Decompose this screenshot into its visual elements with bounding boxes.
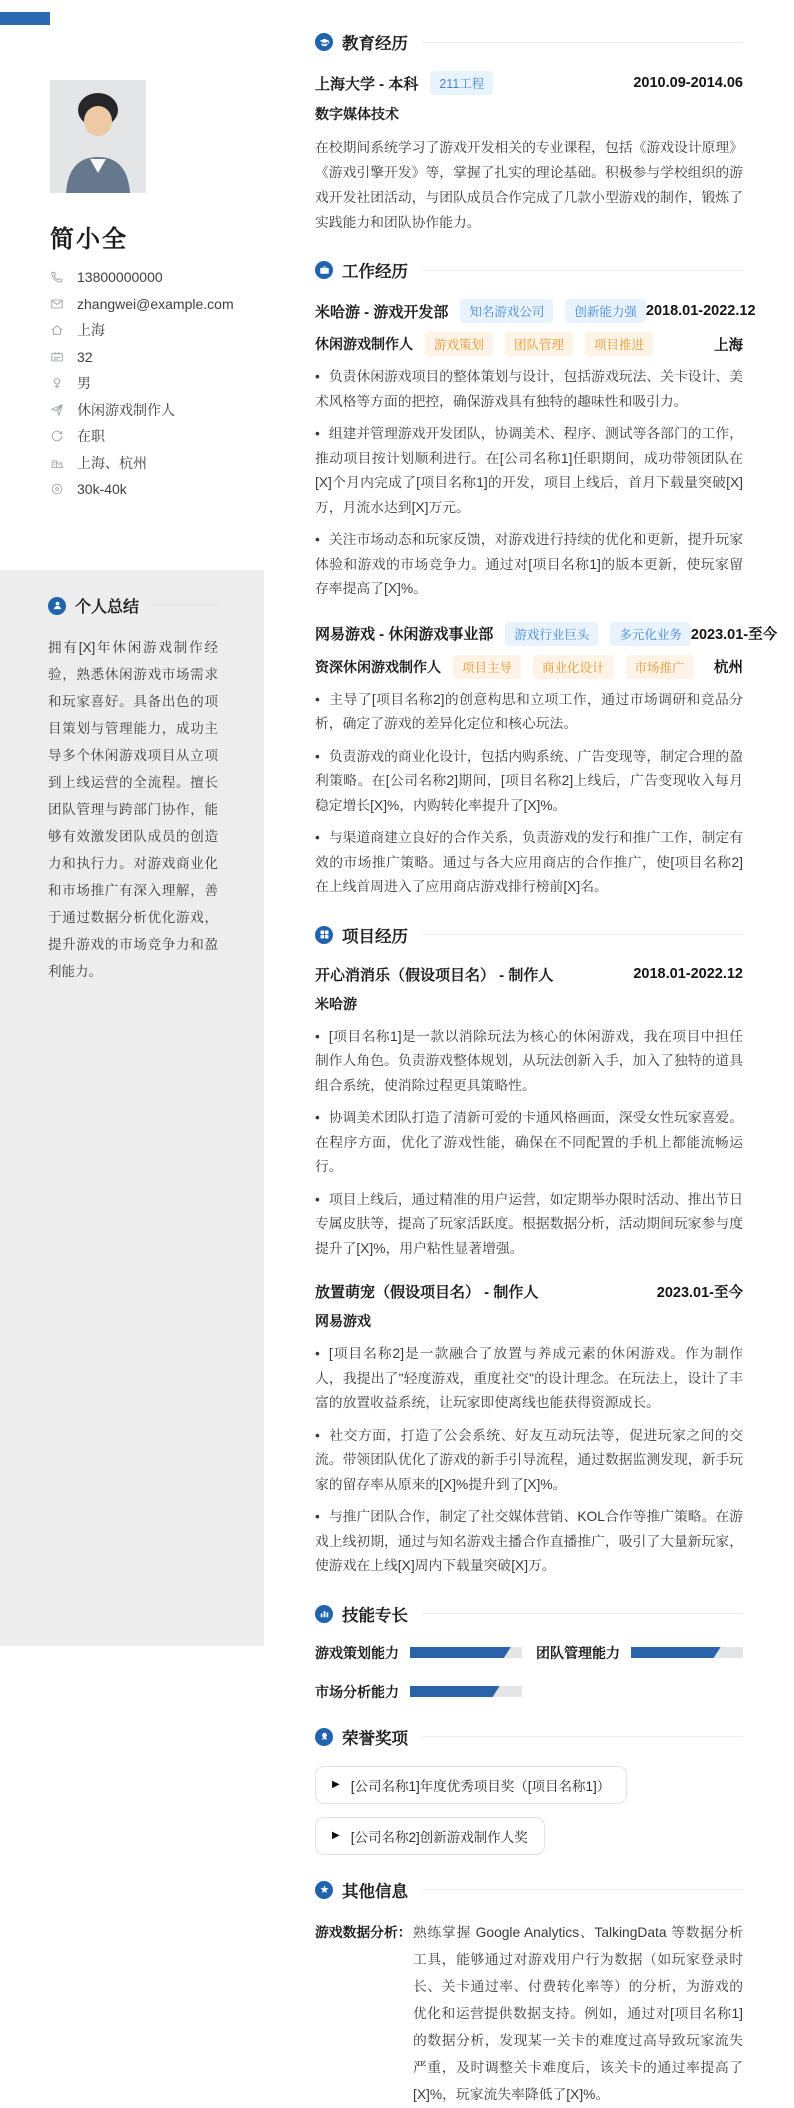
skill-list: [315, 1643, 743, 1702]
company-name: 米哈游 - 游戏开发部: [315, 303, 449, 321]
contact-item: [50, 403, 264, 418]
play-icon: ▶: [332, 1830, 340, 1841]
location: 杭州: [714, 660, 743, 676]
bullet-item: [315, 1106, 743, 1180]
company-tag: 知名游戏公司: [460, 299, 553, 323]
project-company: 米哈游: [315, 995, 357, 1012]
other-info-row: [315, 1919, 743, 2108]
bullet-item: [315, 688, 743, 737]
skill-bar-track: [410, 1647, 522, 1658]
project-company: 网易游戏: [315, 1313, 371, 1329]
work-header: [315, 258, 743, 282]
play-icon: ▶: [332, 1779, 340, 1790]
send-icon: [50, 403, 64, 417]
section-title: 项目经历: [342, 927, 408, 946]
bullet-text: [项目名称1]是一款以消除玩法为核心的休闲游戏，我在项目中担任制作人角色。负责游戏整体规划，从玩法创新入手，加入了独特的道具组合系统，使消除过程更具策略性。: [315, 1028, 743, 1093]
work-entry: [315, 622, 778, 900]
divider: [422, 42, 743, 43]
status-icon: [50, 429, 64, 443]
divider: [153, 605, 218, 606]
contact-value: zhangwei@example.com: [77, 295, 234, 312]
honors-header: [315, 1725, 743, 1749]
work-entry-subheader: [315, 655, 743, 679]
contact-item: [50, 376, 264, 391]
section-title: 技能专长: [342, 1606, 408, 1625]
role-tag: 团队管理: [505, 332, 573, 356]
sidebar-top: [0, 0, 264, 497]
projects-header: [315, 923, 743, 947]
grid-icon: [315, 926, 333, 944]
work-entry-header: [315, 299, 756, 323]
bullet-text: 项目上线后，通过精准的用户运营，如定期举办限时活动、推出节日专属皮肤等，提高了玩家活跃度。根据数据分析，活动期间玩家参与度提升了[X]%，用户粘性显著增强。: [315, 1191, 743, 1256]
bullet-item: [315, 1342, 743, 1416]
bullet-text: 协调美术团队打造了清新可爱的卡通风格画面，深受女性玩家喜爱。在程序方面，优化了游戏性能，确保在不同配置的手机上都能流畅运行。: [315, 1110, 743, 1174]
star-icon: [315, 1881, 333, 1899]
honor-list: [315, 1766, 743, 1855]
skill-label: 团队管理能力: [536, 1644, 620, 1661]
section-skills: [315, 1602, 743, 1702]
bullet-item: [315, 1424, 743, 1498]
contact-list: [50, 270, 264, 497]
contact-value: 在职: [77, 428, 105, 445]
contact-value: 32: [77, 348, 93, 365]
bullet-dot: •: [315, 426, 320, 441]
section-title: 工作经历: [342, 263, 408, 281]
education-header: [315, 30, 743, 54]
profile-photo: [50, 80, 146, 193]
summary-header: [48, 594, 218, 617]
contact-value: 上海: [77, 322, 105, 339]
skill-bar-fill: [410, 1686, 500, 1697]
bullet-dot: •: [315, 369, 320, 384]
date-range: 2023.01-至今: [656, 1285, 743, 1301]
project-entry: [315, 964, 743, 1262]
mail-icon: [50, 297, 64, 311]
contact-value: 上海、杭州: [77, 454, 147, 471]
project-entry-header: [315, 1281, 743, 1302]
divider: [422, 1736, 743, 1737]
bullet-item: [315, 365, 743, 414]
contact-item: [50, 270, 264, 285]
section-title: 教育经历: [342, 35, 408, 53]
education-description: 在校期间系统学习了游戏开发相关的专业课程，包括《游戏设计原理》《游戏引擎开发》等，掌握了扎实的理论基础。积极参与学校组织的游戏开发社团活动，与团队成员合作完成了几款小型游戏的制作，锻炼了实践能力和团队协作能力。: [315, 140, 743, 230]
date-range: 2018.01-2022.12: [645, 303, 756, 319]
summary-panel: [0, 570, 264, 1646]
major-name: 数字媒体技术: [315, 106, 399, 122]
sidebar: [0, 0, 264, 1646]
bullet-text: 组建并管理游戏开发团队，协调美术、程序、测试等各部门的工作，推动项目按计划顺利进行。在[公司名称1]任职期间，成功带领团队在[X]个月内完成了[项目名称1]的开发，项目上线后，首月下载量突破[X]万，月流水达到[X]万元。: [315, 426, 743, 515]
section-title: 其他信息: [342, 1882, 408, 1901]
project-name: 放置萌宠（假设项目名） - 制作人: [315, 1284, 539, 1301]
role-tag: 市场推广: [626, 655, 694, 679]
contact-item: [50, 297, 264, 312]
phone-icon: [50, 270, 64, 284]
work-entry-subheader: [315, 332, 743, 356]
bullet-text: 主导了[项目名称2]的创意构思和立项工作，通过市场调研和竞品分析，确定了游戏的差异化定位和核心玩法。: [315, 691, 743, 731]
medal-icon: [315, 1728, 333, 1746]
summary-title: 个人总结: [75, 599, 140, 616]
section-projects: [315, 923, 743, 1579]
skills-header: [315, 1602, 743, 1626]
bullet-text: 负责游戏的商业化设计，包括内购系统、广告变现等，制定合理的盈利策略。在[公司名称2]期间，[项目名称2]上线后，广告变现收入每月稳定增长[X]%，内购转化率提升了[X]%。: [315, 748, 743, 813]
bullet-dot: •: [315, 1346, 320, 1361]
date-range: 2010.09-2014.06: [633, 75, 743, 91]
other-info-label: 游戏数据分析：: [315, 1924, 412, 1940]
other-info-text: 熟练掌握 Google Analytics、TalkingData 等数据分析工具，能够通过对游戏用户行为数据（如玩家登录时长、关卡通过率、付费转化率等）的分析，为游戏的优化和运营提供数据支持。例如，通过对[项目名称1]的数据分析，发现某一关卡的难度过高导致玩家流失严重，及时调整关卡难度后，该关卡的通过率提高了[X]%，玩家流失率降低了[X]%。: [413, 1924, 743, 2102]
bullet-item: [315, 1025, 743, 1099]
contact-value: 休闲游戏制作人: [77, 401, 175, 418]
bullet-text: 社交方面，打造了公会系统、好友互动玩法等，促进玩家之间的交流。带领团队优化了游戏的新手引导流程，通过数据监测发现，新手玩家的留存率从原来的[X]%提升到了[X]%。: [315, 1427, 743, 1492]
section-education: [315, 30, 743, 235]
home-icon: [50, 323, 64, 337]
divider: [422, 270, 743, 271]
work-entries: [315, 299, 778, 900]
bullet-item: [315, 1188, 743, 1262]
location: 上海: [714, 337, 743, 354]
education-entry: [315, 71, 743, 235]
date-range: 2018.01-2022.12: [633, 966, 743, 982]
bullet-item: [315, 422, 743, 520]
bullet-dot: •: [315, 532, 320, 547]
skill-label: 市场分析能力: [315, 1683, 399, 1700]
section-title: 荣誉奖项: [342, 1729, 408, 1748]
bullet-text: 与推广团队合作，制定了社交媒体营销、KOL合作等推广策略。在游戏上线初期，通过与知名游戏主播合作直播推广，吸引了大量新玩家，使游戏在上线[X]周内下载量突破[X]万。: [315, 1509, 743, 1573]
work-entry: [315, 299, 756, 602]
bullet-item: [315, 528, 743, 602]
bullet-text: 关注市场动态和玩家反馈，对游戏进行持续的优化和更新，提升玩家体验和游戏的市场竞争力。通过对[项目名称1]的版本更新，使玩家留存率提高了[X]%。: [315, 532, 743, 596]
honor-text: [公司名称2]创新游戏制作人奖: [350, 1829, 528, 1845]
bullet-dot: •: [315, 691, 320, 707]
divider: [422, 934, 743, 935]
contact-item: [50, 482, 264, 497]
skill-bar-fill: [631, 1647, 721, 1658]
main-content: [264, 0, 794, 2102]
briefcase-icon: [315, 261, 333, 279]
project-entries: [315, 964, 743, 1579]
bullet-text: 负责休闲游戏项目的整体策划与设计，包括游戏玩法、关卡设计、美术风格等方面的把控，确保游戏具有独特的趣味性和吸引力。: [315, 369, 743, 409]
bullet-item: [315, 1505, 743, 1579]
contact-item: [50, 456, 264, 471]
role-title: 休闲游戏制作人: [315, 336, 413, 352]
project-entry: [315, 1281, 743, 1579]
date-range: 2023.01-至今: [690, 627, 778, 643]
bullet-text: 与渠道商建立良好的合作关系，负责游戏的发行和推广工作，制定有效的市场推广策略。通过与各大应用商店的合作推广，使[项目名称2]在上线首周进入了应用商店游戏排行榜前[X]名。: [315, 830, 743, 894]
divider: [422, 1889, 743, 1890]
contact-value: 13800000000: [77, 269, 163, 286]
bullet-dot: •: [315, 1110, 320, 1125]
role-tag: 商业化设计: [533, 655, 614, 679]
role-tag: 项目主导: [453, 655, 521, 679]
id-icon: [50, 350, 64, 364]
other-header: [315, 1878, 743, 1902]
person-icon: [48, 597, 66, 615]
company-tag: 创新能力强: [565, 299, 646, 323]
gender-icon: [50, 376, 64, 390]
bullet-dot: •: [315, 1509, 320, 1524]
contact-value: 男: [77, 375, 91, 392]
project-name: 开心消消乐（假设项目名） - 制作人: [315, 966, 554, 984]
project-entry-header: [315, 964, 743, 985]
honor-item[interactable]: [315, 1817, 545, 1855]
bullet-dot: •: [315, 1191, 320, 1207]
bar-chart-icon: [315, 1605, 333, 1623]
honor-item[interactable]: [315, 1766, 627, 1804]
divider: [422, 1613, 743, 1614]
school-tag: 211工程: [430, 71, 493, 95]
skill-item: [315, 1643, 522, 1663]
bullet-item: [315, 826, 743, 900]
bullet-text: [项目名称2]是一款融合了放置与养成元素的休闲游戏。作为制作人，我提出了"轻度游戏，重度社交"的设计理念。在玩法上，设计了丰富的放置收益系统，让玩家即使离线也能获得资源成长。: [315, 1346, 743, 1410]
contact-value: 30k-40k: [77, 481, 127, 498]
profile-photo-placeholder: [50, 80, 146, 193]
section-other: [315, 1878, 743, 2108]
school-name: 上海大学 - 本科: [315, 75, 419, 93]
skill-item: [536, 1643, 743, 1663]
role-tag: 项目推进: [585, 332, 653, 356]
skill-label: 游戏策划能力: [315, 1644, 399, 1661]
graduation-cap-icon: [315, 33, 333, 51]
section-work: [315, 258, 778, 900]
skill-bar-track: [631, 1647, 743, 1658]
bullet-dot: •: [315, 830, 320, 845]
role-tag: 游戏策划: [425, 332, 493, 356]
skill-bar-fill: [410, 1647, 511, 1658]
honor-text: [公司名称1]年度优秀项目奖（[项目名称1]）: [350, 1778, 611, 1794]
contact-item: [50, 323, 264, 338]
company-tag: 游戏行业巨头: [505, 622, 598, 646]
role-title: 资深休闲游戏制作人: [315, 658, 441, 675]
section-honors: [315, 1725, 743, 1855]
skill-item: [315, 1682, 522, 1702]
summary-text: 拥有[X]年休闲游戏制作经验，熟悉休闲游戏市场需求和玩家喜好。具备出色的项目策划与管理能力，成功主导多个休闲游戏项目从立项到上线运营的全流程。擅长团队管理与跨部门协作，能够有效激发团队成员的创造力和执行力。对游戏商业化和市场推广有深入理解，善于通过数据分析优化游戏，提升游戏的市场竞争力和盈利能力。: [48, 640, 218, 979]
bullet-dot: •: [315, 748, 320, 764]
contact-item: [50, 429, 264, 444]
company-tag: 多元化业务: [610, 622, 691, 646]
bullet-dot: •: [315, 1028, 320, 1044]
target-icon: [50, 482, 64, 496]
company-name: 网易游戏 - 休闲游戏事业部: [315, 626, 494, 643]
bullet-item: [315, 745, 743, 819]
skill-bar-track: [410, 1686, 522, 1697]
work-entry-header: [315, 622, 778, 646]
buildings-icon: [50, 456, 64, 470]
education-entry-header: [315, 71, 743, 95]
profile-name: 简小全: [50, 226, 128, 253]
contact-item: [50, 350, 264, 365]
bullet-dot: •: [315, 1427, 320, 1443]
